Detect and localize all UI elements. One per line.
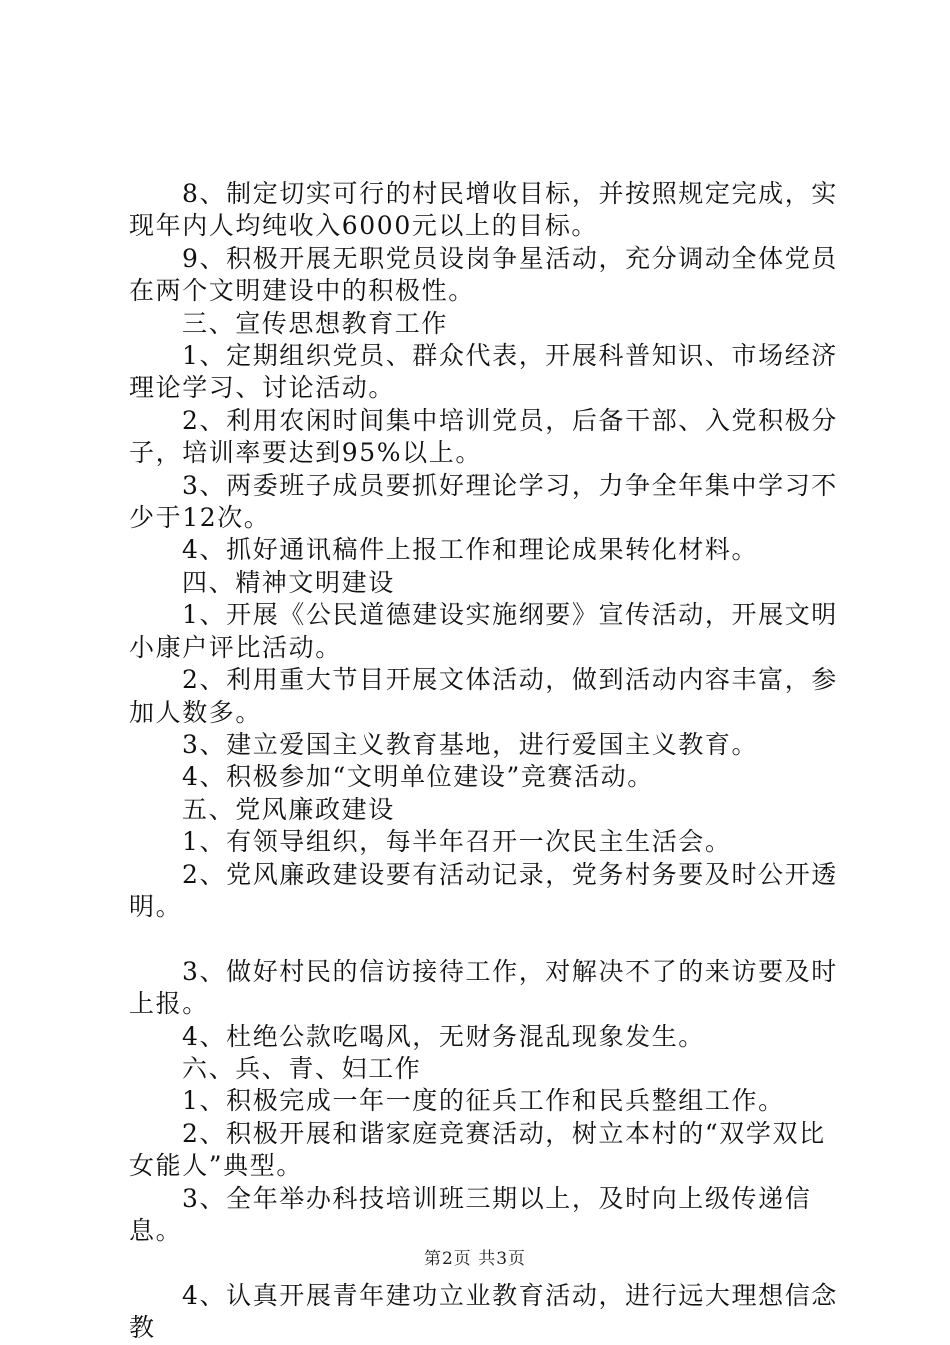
paragraph-militia-3: 3、全年举办科技培训班三期以上，及时向上级传递信息。 (129, 1183, 812, 1245)
paragraph-item-9-party-members: 9、积极开展无职党员设岗争星活动，充分调动全体党员在两个文明建设中的积极性。 (129, 243, 838, 306)
blank-line (129, 923, 849, 955)
paragraph-civilization-1: 1、开展《公民道德建设实施纲要》宣传活动，开展文明小康户评比活动。 (129, 600, 838, 662)
document-body (129, 178, 849, 1345)
paragraph-propaganda-3: 3、两委班子成员要抓好理论学习，力争全年集中学习不少于12次。 (129, 470, 838, 533)
paragraph-militia-2: 2、积极开展和谐家庭竞赛活动，树立本村的“双学双比女能人”典型。 (129, 1118, 826, 1181)
paragraph-propaganda-1: 1、定期组织党员、群众代表，开展科普知识、市场经济理论学习、讨论活动。 (129, 341, 838, 403)
paragraph-militia-1: 1、积极完成一年一度的征兵工作和民兵整组工作。 (182, 1086, 785, 1116)
paragraph-integrity-2: 2、党风廉政建设要有活动记录，党务村务要及时公开透明。 (129, 859, 838, 921)
paragraph-item-8-income-goal: 8、制定切实可行的村民增收目标，并按照规定完成，实现年内人均纯收入6000元以上的目标。 (129, 179, 838, 241)
paragraph-militia-4: 4、认真开展青年建功立业教育活动，进行远大理想信念教 (129, 1280, 838, 1343)
page-footer: 第2页 共3页 (423, 1249, 527, 1269)
paragraph-civilization-4: 4、积极参加“文明单位建设”竞赛活动。 (182, 762, 654, 792)
section-heading-militia-youth-women: 六、兵、青、妇工作 (182, 1053, 422, 1083)
paragraph-propaganda-4: 4、抓好通讯稿件上报工作和理论成果转化材料。 (182, 535, 759, 565)
paragraph-integrity-1: 1、有领导组织，每半年召开一次民主生活会。 (182, 827, 732, 857)
section-heading-integrity: 五、党风廉政建设 (182, 794, 395, 824)
paragraph-civilization-2: 2、利用重大节目开展文体活动，做到活动内容丰富，参加人数多。 (129, 665, 838, 727)
paragraph-integrity-4: 4、杜绝公款吃喝风，无财务混乱现象发生。 (182, 1021, 705, 1051)
paragraph-integrity-3: 3、做好村民的信访接待工作，对解决不了的来访要及时上报。 (129, 956, 838, 1019)
section-heading-propaganda: 三、宣传思想教育工作 (182, 308, 449, 338)
section-heading-civilization: 四、精神文明建设 (182, 567, 395, 597)
paragraph-propaganda-2: 2、利用农闲时间集中培训党员，后备干部、入党积极分子，培训率要达到95%以上。 (129, 405, 838, 468)
paragraph-civilization-3: 3、建立爱国主义教育基地，进行爱国主义教育。 (182, 729, 759, 759)
